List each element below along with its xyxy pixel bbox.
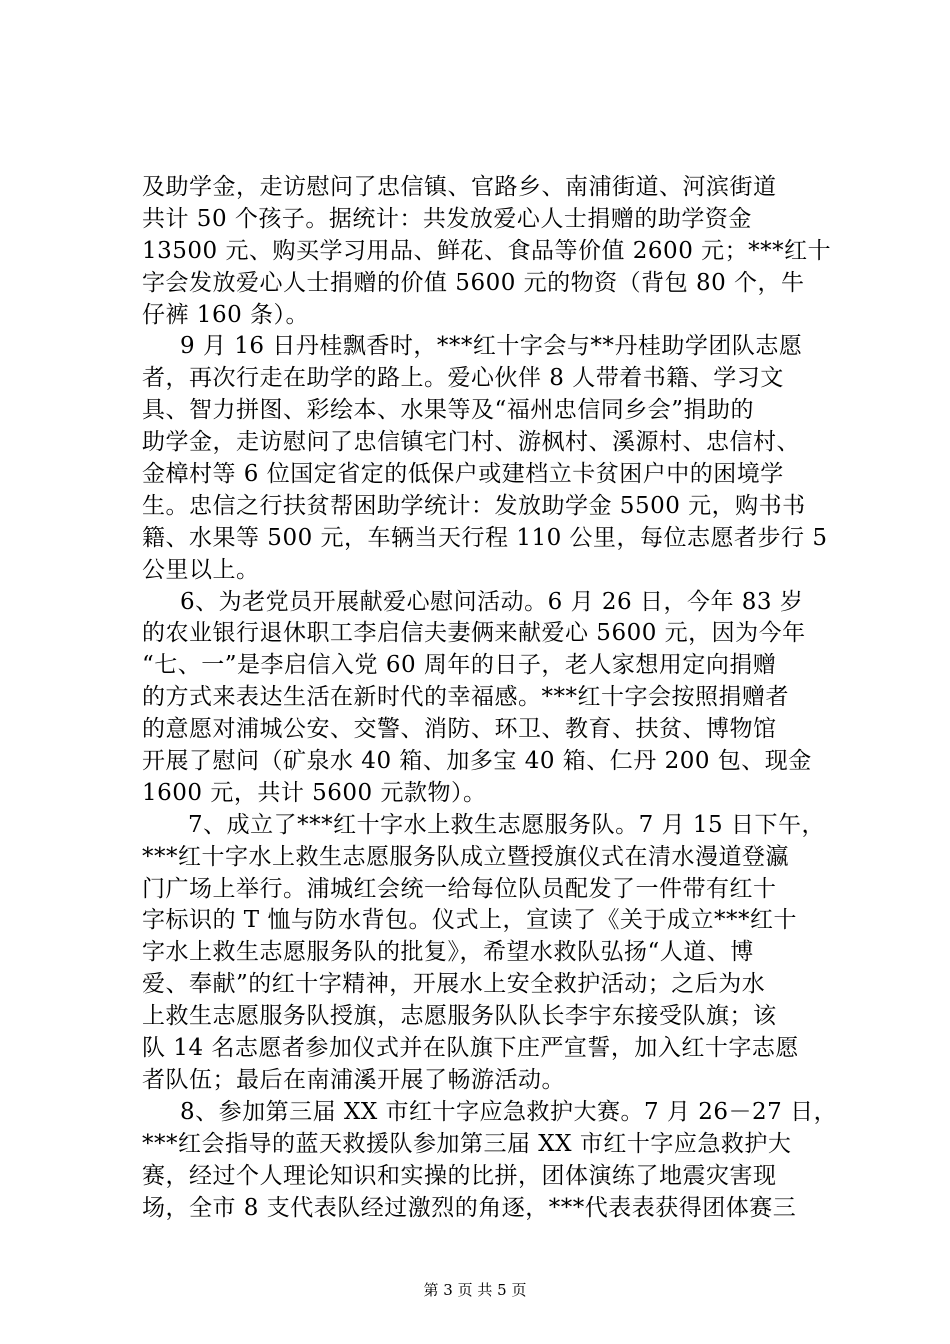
text-line: 上救生志愿服务队授旗，志愿服务队队长李宇东接受队旗；该	[142, 1003, 777, 1030]
text-line: “七、一”是李启信入党 60 周年的日子，老人家想用定向捐赠	[142, 652, 777, 679]
text-line: 的农业银行退休职工李启信夫妻俩来献爱心 5600 元，因为今年	[142, 620, 806, 647]
text-line: 9 月 16 日丹桂飘香时，***红十字会与**丹桂助学团队志愿	[180, 333, 803, 360]
text-line: 字会发放爱心人士捐赠的价值 5600 元的物资（背包 80 个，牛	[142, 269, 805, 296]
text-line: 队 14 名志愿者参加仪式并在队旗下庄严宣誓，加入红十字志愿	[142, 1035, 799, 1062]
text-line: ***红会指导的蓝天救援队参加第三届 XX 市红十字应急救护大	[142, 1130, 792, 1157]
text-line: 助学金，走访慰问了忠信镇宅门村、游枫村、溪源村、忠信村、	[142, 429, 800, 456]
text-line: 13500 元、购买学习用品、鲜花、食品等价值 2600 元；***红十	[142, 237, 832, 264]
document-body	[142, 172, 860, 1224]
text-line: 爱、奉献”的红十字精神，开展水上安全救护活动；之后为水	[142, 971, 766, 998]
text-line: 及助学金，走访慰问了忠信镇、官路乡、南浦街道、河滨街道	[142, 174, 777, 200]
page-footer: 第 3 页 共 5 页	[423, 1281, 527, 1299]
text-line: 共计 50 个孩子。据统计：共发放爱心人士捐赠的助学资金	[142, 205, 752, 232]
text-line: 者，再次行走在助学的路上。爱心伙伴 8 人带着书籍、学习文	[142, 365, 784, 392]
text-line: 6、为老党员开展献爱心慰问活动。6 月 26 日，今年 83 岁	[180, 588, 804, 615]
text-line: 7、成立了***红十字水上救生志愿服务队。7 月 15 日下午，	[188, 811, 825, 838]
text-line: 1600 元，共计 5600 元款物）。	[142, 779, 487, 806]
text-line: 生。忠信之行扶贫帮困助学统计：发放助学金 5500 元，购书书	[142, 492, 806, 519]
text-line: 赛，经过个人理论知识和实操的比拼，团体演练了地震灾害现	[142, 1162, 777, 1189]
text-line: 金樟村等 6 位国定省定的低保户或建档立卡贫困户中的困境学	[142, 461, 784, 488]
text-line: 门广场上举行。浦城红会统一给每位队员配发了一件带有红十	[142, 875, 777, 902]
text-line: 场，全市 8 支代表队经过激烈的角逐，***代表表获得团体赛三	[142, 1194, 797, 1221]
text-line: 的意愿对浦城公安、交警、消防、环卫、教育、扶贫、博物馆	[142, 716, 777, 743]
text-line: 的方式来表达生活在新时代的幸福感。***红十字会按照捐赠者	[142, 684, 789, 711]
text-line: 8、参加第三届 XX 市红十字应急救护大赛。7 月 26－27 日，	[180, 1098, 838, 1125]
text-line: ***红十字水上救生志愿服务队成立暨授旗仪式在清水漫道登瀛	[142, 843, 789, 870]
text-line: 者队伍；最后在南浦溪开展了畅游活动。	[142, 1066, 565, 1093]
text-line: 字标识的 T 恤与防水背包。仪式上，宣读了《关于成立***红十	[142, 907, 797, 934]
text-line: 开展了慰问（矿泉水 40 箱、加多宝 40 箱、仁丹 200 包、现金	[142, 748, 812, 775]
text-line: 字水上救生志愿服务队的批复》，希望水救队弘扬“人道、博	[142, 939, 754, 966]
text-line: 籍、水果等 500 元，车辆当天行程 110 公里，每位志愿者步行 5	[142, 524, 828, 551]
text-line: 具、智力拼图、彩绘本、水果等及“福州忠信同乡会”捐助的	[142, 397, 755, 424]
text-line: 仔裤 160 条）。	[142, 301, 310, 328]
text-line: 公里以上。	[142, 556, 260, 583]
